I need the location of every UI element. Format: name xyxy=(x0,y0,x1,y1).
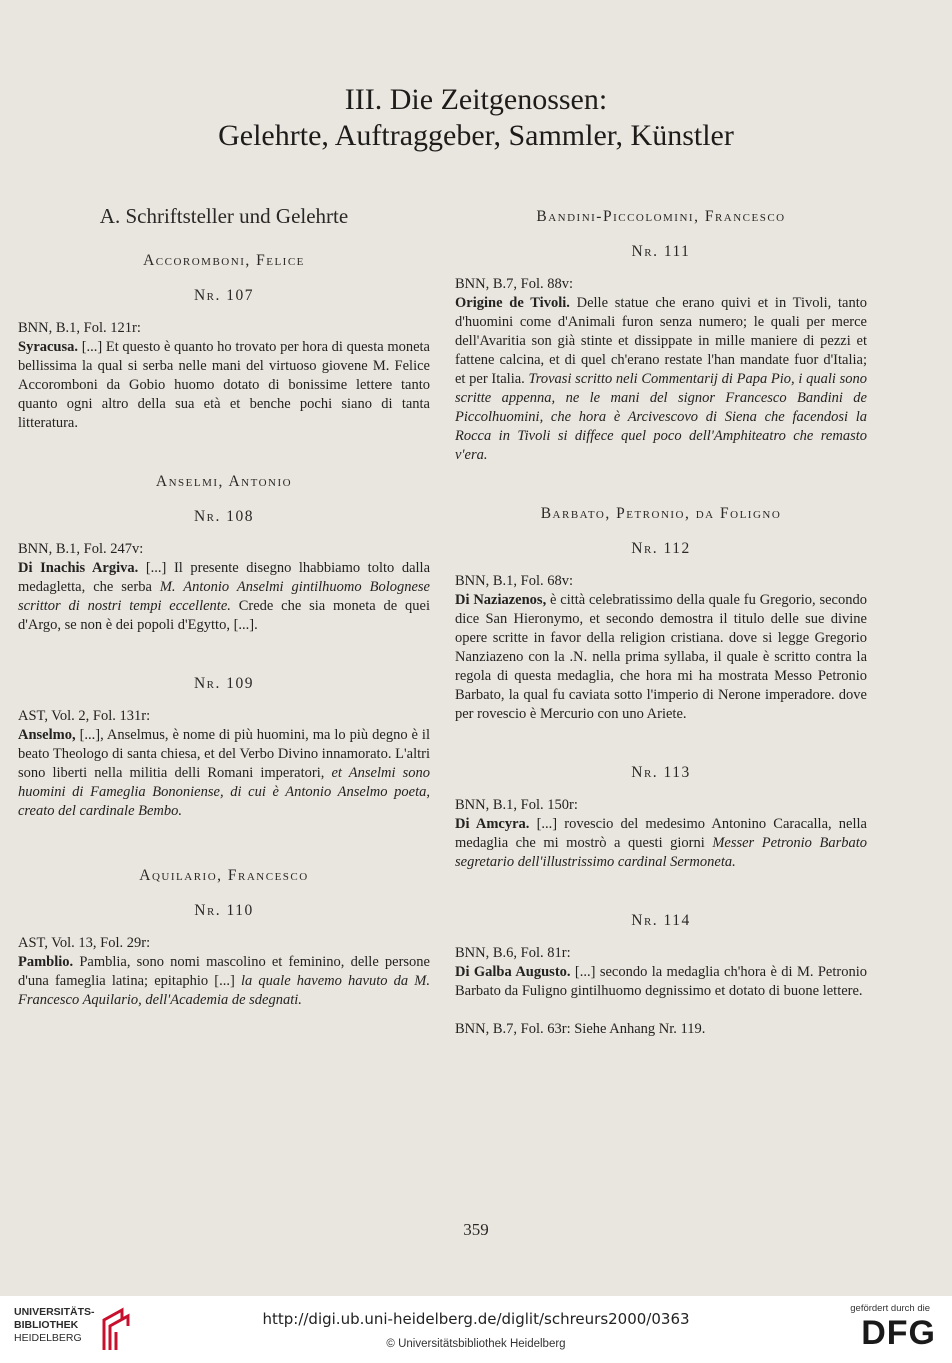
entry-number-110: Nr. 110 xyxy=(194,902,254,919)
entry-body: [...] rovescio del medesimo Antonino Caracalla, nella medaglia che mi mostrò a questi giorni xyxy=(455,816,867,851)
person-heading-anselmi: Anselmi, Antonio xyxy=(155,473,293,490)
person-heading-bandini: Bandini-Piccolomini, Francesco xyxy=(536,208,786,225)
person-heading-accoromboni: Accoromboni, Felice xyxy=(143,252,305,269)
title-line-1: III. Die Zeitgenossen: xyxy=(344,83,608,116)
dfg-logo[interactable]: DFG xyxy=(861,1314,936,1352)
cross-reference: BNN, B.7, Fol. 63r: Siehe Anhang Nr. 119. xyxy=(455,1021,706,1037)
entry-italic: M. Antonio Anselmi gintilhuomo Bolognese scrittor di nostri tempi eccellente. xyxy=(18,579,430,614)
entry-number-111: Nr. 111 xyxy=(631,243,691,260)
entry-body: Delle statue che erano quivi et in Tivoli, tanto d'huomini come d'Animali furon senza numero; le quali per merce dell'Avaritia son già stinte et dissippate in mille maniere di pezzi et fattene calcina, et di quel ch'erano restate l'han mandate fuor d'Italia; et per Italia. xyxy=(455,295,867,387)
entry-text-109 xyxy=(18,726,430,821)
person-heading-barbato: Barbato, Petronio, da Foligno xyxy=(540,505,782,522)
person-heading-aquilario: Aquilario, Francesco xyxy=(139,867,309,884)
entry-italic: et Anselmi sono huomini di Fameglia Bononiense, di cui è Antonio Anselmo poeta, creato del cardinale Bembo. xyxy=(18,765,430,819)
entry-text-112 xyxy=(455,591,867,724)
source-ref-108: BNN, B.1, Fol. 247v: xyxy=(18,541,144,557)
entry-body: [...], Anselmus, è nome di più huomini, ma lo più degno è il beato Theologo di santa chiesa, et del Verbo Divino innamorato. L'altri sono liberti nella militia delli Romani imperatori, xyxy=(18,727,430,781)
lemma: Pamblio. xyxy=(18,954,74,970)
chapter-title xyxy=(0,82,952,154)
source-ref-109: AST, Vol. 2, Fol. 131r: xyxy=(18,708,151,724)
entry-body: [...] secondo la medaglia ch'hora è di M. Petronio Barbato da Fuligno gintilhuomo degnissimo et dotato di buone lettere. xyxy=(455,964,867,999)
dfg-caption: gefördert durch die xyxy=(850,1303,930,1314)
source-ref-111: BNN, B.7, Fol. 88v: xyxy=(455,276,574,292)
entry-body: [...] Il presente disegno lhabbiamo tolto dalla medagletta, che serba xyxy=(18,560,431,595)
logo-line-3: HEIDELBERG xyxy=(14,1332,82,1344)
entry-number-108: Nr. 108 xyxy=(193,508,255,525)
page-number: 359 xyxy=(463,1220,489,1239)
lemma: Di Naziazenos, xyxy=(455,592,547,608)
copyright-notice: © Universitätsbibliothek Heidelberg xyxy=(386,1338,566,1350)
entry-italic: Trovasi scritto neli Commentarij di Papa Pio, i quali sono scritte appenna, ne le mani del signor Francesco Bandini de Piccolhuomini, che hora è Arcivescovo di Siena che facendosi la Rocca in Tivoli si diffece quel poco dell'Amphiteatro che remasto v'era. xyxy=(455,371,867,463)
entry-body: è città celebratissimo della quale fu Gregorio, secondo dice San Hieronymo, et secondo demostra il titulo delle sue divine opere scritte in favor della religion cristiana. dove si legge Gregorio Nanziazeno con la .N. nella prima syllaba, il quale è scritto contra la regola di questa medaglia, che hora mi ha mostrata Messo Petronio Barbato, la qual fu caviata sotto l'imperio di Nerone imperadore. dove per rovescio è Mercurio con uno Ariete. xyxy=(455,592,867,722)
entry-text-111 xyxy=(455,294,867,465)
spacer xyxy=(455,724,867,764)
spacer xyxy=(455,465,867,505)
entry-body: Crede che sia moneta de quei d'Argo, se non è dei popoli d'Egytto, [...]. xyxy=(18,598,430,633)
spacer xyxy=(455,872,867,912)
source-ref-110: AST, Vol. 13, Fol. 29r: xyxy=(18,935,151,951)
entry-body: Pamblia, sono nomi mascolino et feminino, delle persone d'una fameglia latina; epitaphio [...] xyxy=(18,954,430,989)
logo-line-2: BIBLIOTHEK xyxy=(14,1319,79,1331)
logo-line-1: UNIVERSITÄTS- xyxy=(14,1306,95,1318)
entry-body: [...] Et questo è quanto ho trovato per hora di questa moneta bellissima la qual si serba nelle mani del virtuoso giovene M. Felice Accoromboni da Gobio huomo dotato di bonissime lettere tanto quanto ogni altro della sua età et benche pochi siano di tanta litteratura. xyxy=(18,339,430,431)
entry-text-113 xyxy=(455,815,867,872)
spacer xyxy=(18,433,430,473)
source-ref-114: BNN, B.6, Fol. 81r: xyxy=(455,945,571,961)
entry-number-113: Nr. 113 xyxy=(631,764,691,781)
entry-italic: la quale havemo havuto da M. Francesco Aquilario, dell'Academia de sdegnati. xyxy=(18,973,430,1008)
entry-text-114 xyxy=(455,963,867,1001)
lemma: Anselmo, xyxy=(18,727,76,743)
permalink-url[interactable]: http://digi.ub.uni-heidelberg.de/diglit/schreurs2000/0363 xyxy=(262,1310,690,1328)
title-line-2: Gelehrte, Auftraggeber, Sammler, Künstler xyxy=(218,119,734,152)
left-column xyxy=(18,200,430,1010)
source-ref-112: BNN, B.1, Fol. 68v: xyxy=(455,573,574,589)
entry-number-109: Nr. 109 xyxy=(193,675,255,692)
spacer xyxy=(455,1001,867,1020)
lemma: Di Galba Augusto. xyxy=(455,964,571,980)
source-ref-107: BNN, B.1, Fol. 121r: xyxy=(18,320,141,336)
entry-text-107 xyxy=(18,338,430,433)
spacer xyxy=(18,635,430,675)
lemma: Di Amcyra. xyxy=(455,816,530,832)
section-heading: A. Schriftsteller und Gelehrte xyxy=(99,204,349,228)
spacer xyxy=(455,200,867,208)
viewer-footer xyxy=(0,1296,952,1363)
spacer xyxy=(18,821,430,867)
lemma: Syracusa. xyxy=(18,339,79,355)
entry-italic: Messer Petronio Barbato segretario dell'illustrissimo cardinal Sermoneta. xyxy=(455,835,867,870)
entry-number-114: Nr. 114 xyxy=(631,912,691,929)
entry-text-110 xyxy=(18,953,430,1010)
lemma: Origine de Tivoli. xyxy=(455,295,570,311)
entry-number-107: Nr. 107 xyxy=(193,287,255,304)
lemma: Di Inachis Argiva. xyxy=(18,560,139,576)
entry-text-108 xyxy=(18,559,430,635)
right-column xyxy=(455,200,867,1039)
source-ref-113: BNN, B.1, Fol. 150r: xyxy=(455,797,578,813)
entry-number-112: Nr. 112 xyxy=(631,540,691,557)
